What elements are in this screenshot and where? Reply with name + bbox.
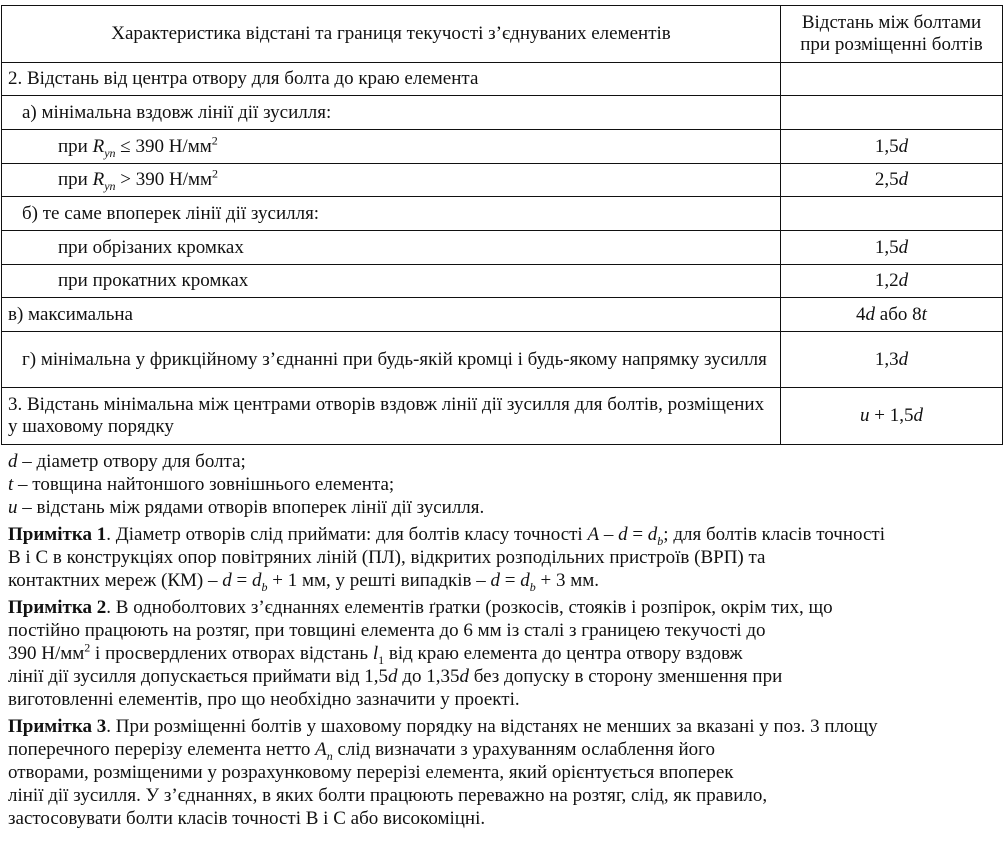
note-2: Примітка 2. В одноболтових з’єднаннях елементів ґратки (розкосів, стояків і розпірок, окрім тих, що постійно працюють на розтяг, при товщині елемента до 6 мм із сталі з границею текучості до 390 $Н/мм^2$ і просвердлених отворах відстань $l_1$ від краю елемента до центра отвору вздовж лінії дії зусилля допускається приймати від 1,5d до 1,35d без допуску в сторону зменшення при виготовленні елементів, про що необхідно зазначити у проекті. <box>8 597 833 710</box>
row-3-label: 3. Відстань мінімальна між центрами отворів вздовж лінії дії зусилля для болтів, розміщених у шаховому порядку <box>2 388 781 445</box>
row-2-label: 2. Відстань від центра отвору для болта до краю елемента <box>2 63 781 96</box>
row-2g-value: 1,3d <box>781 332 1003 388</box>
row-cut-edges-label: при обрізаних кромках <box>2 231 781 265</box>
row-2a-label: а) мінімальна вздовж лінії дії зусилля: <box>2 96 781 130</box>
header-characteristic: Характеристика відстані та границя текучості з’єднуваних елементів <box>2 6 781 63</box>
row-cut-edges-value: 1,5d <box>781 231 1003 265</box>
note-3: Примітка 3. При розміщенні болтів у шаховому порядку на відстанях не менших за вказані у поз. 3 площу поперечного перерізу елемента нетто $A_n$ слід визначати з урахуванням ослаблення його отворами, розміщеними у розрахунковому перерізі елемента, який орієнтується впоперек лінії дії зусилля. У з’єднаннях, в яких болти працюють переважно на розтяг, слід, як правило, застосовувати болти класів точності В і С або високоміцні. <box>8 716 878 829</box>
legend-item-t: t – товщина найтоншого зовнішнього елемента; <box>8 474 395 495</box>
legend-item-d: d – діаметр отвору для болта; <box>8 451 246 472</box>
notes <box>8 523 998 830</box>
row-2a-value <box>781 96 1003 130</box>
row-rolled-edges-label: при прокатних кромках <box>2 265 781 298</box>
row-2b-value <box>781 197 1003 231</box>
row-ryn-le-value: 1,5d <box>781 130 1003 164</box>
row-ryn-le-label: при $R_{yn} \le 390$ $Н/мм^2$ <box>2 130 781 164</box>
header-distance: Відстань між болтами при розміщенні болтів <box>781 6 1003 63</box>
bolt-spacing-table <box>1 5 1003 445</box>
row-2b-label: б) те саме впоперек лінії дії зусилля: <box>2 197 781 231</box>
legend <box>8 450 998 519</box>
row-2v-value: 4d або 8t <box>781 298 1003 332</box>
legend-item-u: u – відстань між рядами отворів впоперек лінії дії зусилля. <box>8 497 485 518</box>
row-2g-label: г) мінімальна у фрикційному з’єднанні при будь-якій кромці і будь-якому напрямку зусилля <box>2 332 781 388</box>
row-ryn-gt-value: 2,5d <box>781 164 1003 197</box>
row-rolled-edges-value: 1,2d <box>781 265 1003 298</box>
row-ryn-gt-label: при $R_{yn} > 390$ $Н/мм^2$ <box>2 164 781 197</box>
note-1: Примітка 1. Діаметр отворів слід приймати: для болтів класу точності $A - d = d_b$; для болтів класів точності В і С в конструкціях опор повітряних ліній (ПЛ), відкритих розподільних пристроїв (ВРП) та контактних мереж $(КМ) - d = d_b + 1$ мм, у решті випадків – $d = d_b + 3$ мм. <box>8 524 886 594</box>
row-2v-label: в) максимальна <box>2 298 781 332</box>
row-2-value <box>781 63 1003 96</box>
row-3-value: u + 1,5d <box>781 388 1003 445</box>
